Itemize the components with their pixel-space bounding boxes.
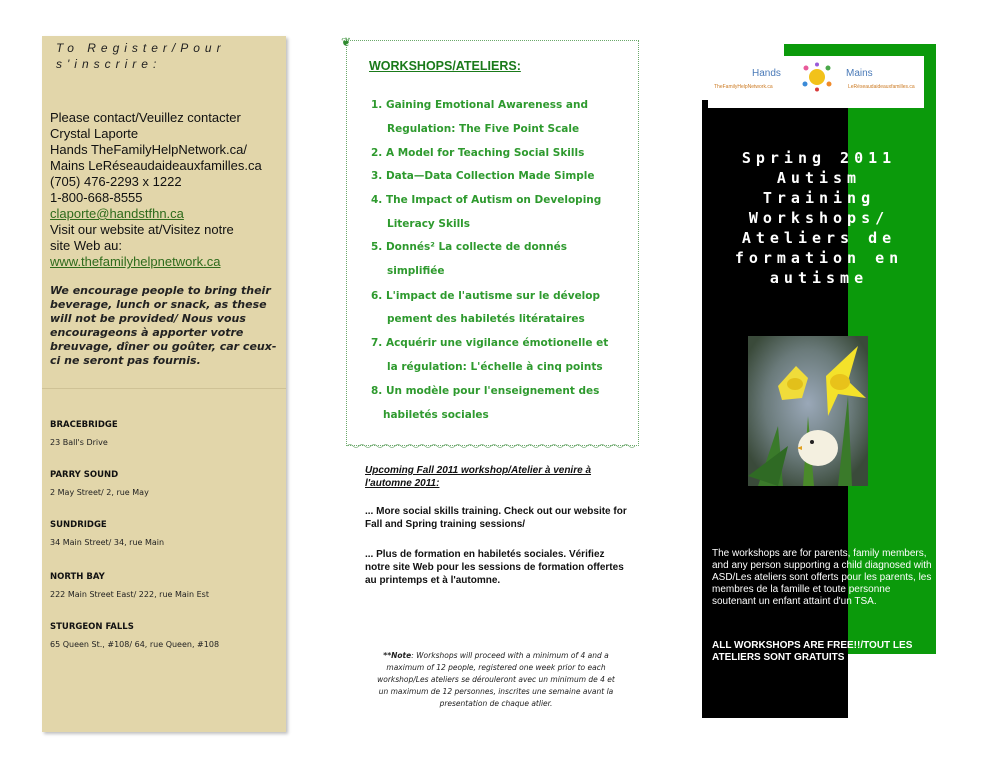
workshop-item: 3. Data—Data Collection Made Simple — [371, 170, 595, 182]
sun-logo-icon — [802, 62, 832, 92]
registration-panel — [42, 36, 286, 732]
contact-phone: (705) 476-2293 x 1222 — [50, 174, 182, 189]
contact-line: Crystal Laporte — [50, 126, 139, 141]
contact-line: Please contact/Veuillez contacter — [50, 110, 241, 125]
location-address: 23 Ball's Drive — [50, 438, 108, 447]
registration-top — [42, 36, 286, 388]
logo-subtitle-french: LeRéseaudaideauxfamilles.ca — [848, 84, 915, 90]
workshop-item: la régulation: L'échelle à cinq points — [387, 361, 603, 373]
website-link[interactable]: www.thefamilyhelpnetwork.ca — [50, 254, 221, 269]
location-address: 34 Main Street/ 34, rue Main — [50, 538, 165, 547]
workshops-box — [341, 35, 639, 446]
cover-title-line: Ateliers de — [741, 229, 897, 247]
location-address: 2 May Street/ 2, rue May — [50, 488, 149, 497]
panel-divider — [42, 388, 286, 389]
location-address: 222 Main Street East/ 222, rue Main Est — [50, 590, 209, 599]
location-address: 65 Queen St., #108/ 64, rue Queen, #108 — [50, 640, 220, 649]
upcoming-title: Upcoming Fall 2011 workshop/Atelier à venire à l'automne 2011: — [365, 465, 592, 489]
workshop-item: Regulation: The Five Point Scale — [387, 123, 580, 135]
upcoming-english: ... More social skills training. Check out our website for Fall and Spring training sessions/ — [365, 506, 627, 530]
cover-title-line: Autism — [776, 169, 862, 187]
contact-block — [50, 110, 282, 270]
hands-logo — [708, 56, 924, 108]
cover-title-line: Workshops/ — [748, 209, 890, 227]
contact-line: Hands TheFamilyHelpNetwork.ca/ — [50, 142, 247, 157]
location-name: SUNDRIDGE — [50, 520, 107, 530]
logo-subtitle-english: TheFamilyHelpNetwork.ca — [714, 84, 773, 90]
upcoming-french: ... Plus de formation en habiletés sociales. Vérifiez notre site Web pour les sessions de formation offertes au printemps et à l'automne. — [365, 549, 624, 586]
logo-mains-text: Mains — [846, 68, 873, 79]
workshop-item: Literacy Skills — [387, 218, 471, 230]
contact-line: Mains LeRéseaudaideauxfamilles.ca — [50, 158, 262, 173]
location-name: PARRY SOUND — [50, 470, 119, 480]
cover-title-line: autisme — [769, 269, 869, 287]
workshops-heading: WORKSHOPS/ATELIERS: — [369, 59, 521, 73]
location-bracebridge — [50, 420, 286, 448]
workshop-item: 4. The Impact of Autism on Developing — [371, 194, 602, 206]
email-link[interactable]: claporte@handstfhn.ca — [50, 206, 184, 221]
workshop-item: simplifiée — [387, 265, 445, 277]
footnote — [372, 650, 620, 710]
workshop-item: 5. Donnés² La collecte de donnés — [371, 241, 568, 253]
cover-title-line: Spring 2011 — [741, 149, 897, 167]
location-sundridge — [50, 520, 286, 548]
location-sturgeon-falls — [50, 622, 286, 650]
bring-food-note: We encourage people to bring their beverage, lunch or snack, as these will not be provided/ Nous vous encourageons à apporter votre breuvage, dîner ou goûter, car ceux-ci ne seront pas fournis. — [50, 284, 277, 367]
visit-line: site Web au: — [50, 238, 123, 253]
workshop-item: habiletés sociales — [383, 409, 489, 421]
workshop-item: pement des habiletés litérataires — [387, 313, 585, 325]
cover-title-line: Training — [762, 189, 876, 207]
cover-title-line: formation en — [734, 249, 904, 267]
location-name: STURGEON FALLS — [50, 622, 134, 632]
cover-description: The workshops are for parents, family members, and any person supporting a child diagnosed with ASD/Les ateliers sont offerts pour les parents, les membres de la famille et toute personne soutenant un enfant attaint d'un TSA. — [712, 548, 932, 607]
location-name: BRACEBRIDGE — [50, 420, 118, 430]
register-title: To Register/Pour s'inscrire: — [56, 41, 226, 71]
workshop-item: 1. Gaining Emotional Awareness and — [371, 99, 588, 111]
contact-tollfree: 1-800-668-8555 — [50, 190, 143, 205]
workshop-item: 7. Acquérir une vigilance émotionelle et — [371, 337, 609, 349]
workshop-item: 2. A Model for Teaching Social Skills — [371, 147, 585, 159]
wavy-border — [347, 443, 638, 449]
free-notice: ALL WORKSHOPS ARE FREE!!/TOUT LES ATELIERS SONT GRATUITS — [712, 640, 913, 663]
visit-line: Visit our website at/Visitez notre — [50, 222, 234, 237]
footnote-label: **Note — [383, 651, 412, 660]
workshop-item: 8. Un modèle pour l'enseignement des — [371, 385, 600, 397]
logo-hands-text: Hands — [752, 68, 781, 79]
location-north-bay — [50, 572, 286, 600]
flourish-icon: ❦ — [341, 35, 352, 49]
location-parry-sound — [50, 470, 286, 498]
daffodil-chick-photo — [748, 336, 868, 486]
cover-title — [702, 148, 936, 288]
footnote-text: : Workshops will proceed with a minimum of 4 and a maximum of 12 people, registered one week prior to each workshop/Les ateliers se dérouleront avec un minimum de 4 et un maximum de 12 personnes, inscrites une semaine avant la presentation de chaque atlier. — [377, 651, 615, 708]
workshop-item: 6. L'impact de l'autisme sur le dévelop — [371, 290, 601, 302]
location-name: NORTH BAY — [50, 572, 105, 582]
